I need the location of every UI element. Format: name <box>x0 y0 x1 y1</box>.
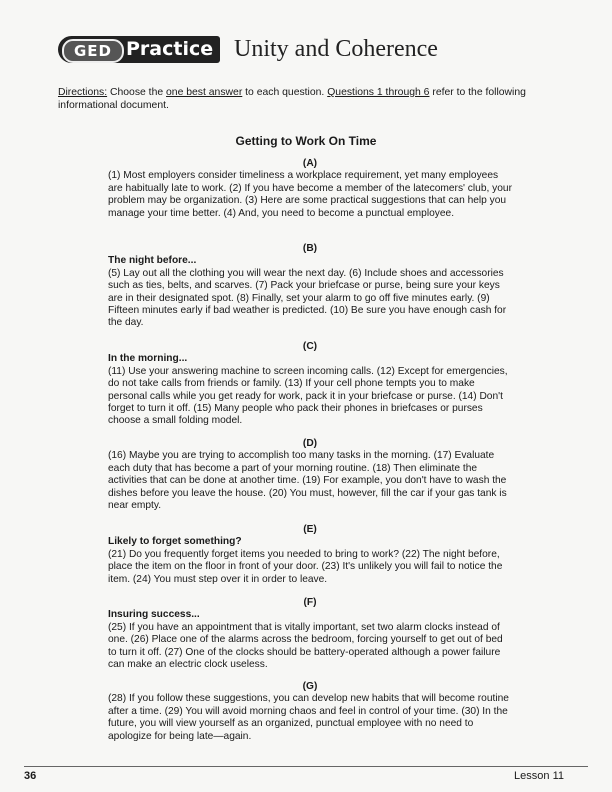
section-text: (5) Lay out all the clothing you will wear the next day. (6) Include shoes and accessories such as ties, belts, and scarves. (7) Pack your briefcase or purse, being sure your keys are in their designated spot. (8) Finally, set your alarm to go off five minutes early. (9) Fifteen minutes early if bad weather is predicted. (10) Be sure you have enough cash for the day. <box>108 267 507 329</box>
section-heading: The night before... <box>108 255 197 267</box>
footer-divider <box>24 766 588 767</box>
section-label: (B) <box>302 243 318 254</box>
section-text: (21) Do you frequently forget items you needed to bring to work? (22) The night before, place the item on the floor in front of your door. (23) It's unlikely you will fail to notice the item. (24) You must step over it in order to leave. <box>108 548 503 585</box>
section-label: (A) <box>302 158 318 169</box>
page-header <box>58 34 578 66</box>
section-label: (C) <box>302 341 318 352</box>
directions-emphasis-2: Questions 1 through 6 <box>327 87 430 98</box>
ged-practice-badge <box>58 36 220 63</box>
section-text: (28) If you follow these suggestions, you can develop new habits that will become routine after a time. (29) You will avoid morning chaos and feel in control of your time. (30) In the future, you will view yourself as an organized, punctual employee with no need to apologize for being late—again. <box>108 693 509 742</box>
section-text: (16) Maybe you are trying to accomplish too many tasks in the morning. (17) Evaluate each duty that has become a part of your morning routine. (18) Then eliminate the activities that can be done at another time. (19) For example, you don't have to wash the dishes before you leave the house. (20) You must, however, fill the car if your gas tank is near empty. <box>108 450 507 512</box>
directions-text-2: to each question. <box>245 87 325 98</box>
page-title: Unity and Coherence <box>234 36 438 62</box>
section-f <box>108 597 512 671</box>
section-heading: Insuring success... <box>108 609 200 621</box>
section-c <box>108 341 512 428</box>
section-heading: In the morning... <box>108 353 188 365</box>
section-text: (11) Use your answering machine to screen incoming calls. (12) Except for emergencies, do not take calls from friends or family. (13) If your cell phone tempts you to make personal calls while you get ready for work, pack it in your briefcase or purse. (14) Don't forget to turn it off. (15) Many people who pack their phones in briefcases or purses choose a small folding model. <box>108 365 508 427</box>
section-label: (G) <box>302 681 318 692</box>
document-title: Getting to Work On Time <box>235 134 377 148</box>
section-d <box>108 438 512 512</box>
page-number: 36 <box>24 770 37 782</box>
ged-logo: GED <box>62 39 124 63</box>
section-b <box>108 243 512 330</box>
section-label: (E) <box>303 524 317 535</box>
section-label: (F) <box>303 597 317 608</box>
section-g <box>108 681 512 743</box>
section-text: (1) Most employers consider timeliness a workplace requirement, yet many employees are habitually late to work. (2) If you have become a member of the latecomers' club, your problem may be organization. (3) Here are some practical suggestions that can help you manage your time better. (4) And, you need to become a punctual employee. <box>108 170 512 219</box>
directions <box>58 86 564 112</box>
section-label: (D) <box>302 438 318 449</box>
directions-text-1: Choose the <box>109 87 164 98</box>
directions-label: Directions: <box>58 87 108 98</box>
lesson-label: Lesson 11 <box>514 770 564 782</box>
practice-label: Practice <box>126 38 214 60</box>
section-heading: Likely to forget something? <box>108 536 242 548</box>
directions-text-3: refer to the following informational document. <box>58 87 526 111</box>
section-e <box>108 524 512 586</box>
section-a <box>108 158 512 220</box>
directions-emphasis-1: one best answer <box>166 87 243 98</box>
section-text: (25) If you have an appointment that is vitally important, set two alarm clocks instead of one. (26) Place one of the alarms across the bedroom, forcing yourself to get out of bed to turn it off. (27) One of the clocks should be battery-operated although a power failure can make an electric clock useless. <box>108 621 503 671</box>
